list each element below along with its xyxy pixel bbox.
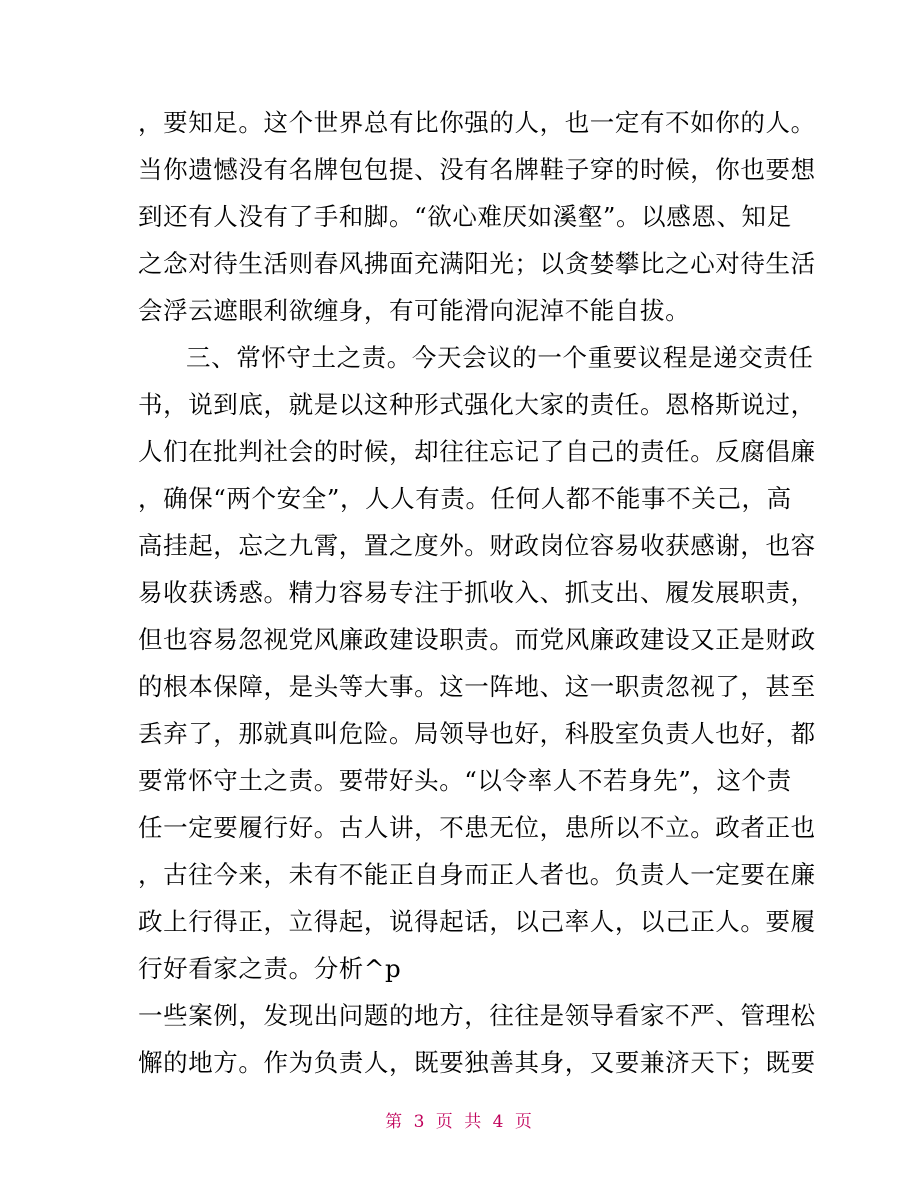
text-line: 政上行得正，立得起，说得起话，以己率人，以己正人。要履: [138, 907, 816, 936]
text-line: 的根本保障，是头等大事。这一阵地、这一职责忽视了，甚至: [138, 672, 816, 701]
text-line: ，确保“两个安全”，人人有责。任何人都不能事不关己，高: [138, 484, 792, 513]
text-line: 任一定要履行好。古人讲，不患无位，患所以不立。政者正也: [138, 813, 816, 842]
text-line: 人们在批判社会的时候，却往往忘记了自己的责任。反腐倡廉: [138, 437, 816, 466]
text-line: ，古往今来，未有不能正自身而正人者也。负责人一定要在廉: [138, 860, 816, 889]
text-line: ，要知足。这个世界总有比你强的人，也一定有不如你的人。: [138, 108, 816, 137]
text-line: 要常怀守土之责。要带好头。“以令率人不若身先”，这个责: [138, 766, 792, 795]
text-line: 但也容易忽视党风廉政建设职责。而党风廉政建设又正是财政: [138, 625, 816, 654]
text-line: 一些案例，发现出问题的地方，往往是领导看家不严、管理松: [138, 1001, 816, 1030]
text-line: 书，说到底，就是以这种形式强化大家的责任。恩格斯说过，: [138, 390, 816, 419]
text-line: 高挂起，忘之九霄，置之度外。财政岗位容易收获感谢，也容: [138, 531, 816, 560]
text-line: 会浮云遮眼利欲缠身，有可能滑向泥淖不能自拔。: [138, 296, 691, 325]
text-line: 之念对待生活则春风拂面充满阳光；以贪婪攀比之心对待生活: [138, 249, 816, 278]
text-line: 到还有人没有了手和脚。“欲心难厌如溪壑”。以感恩、知足: [138, 202, 792, 231]
text-line: 丢弃了，那就真叫危险。局领导也好，科股室负责人也好，都: [138, 719, 816, 748]
text-line: 懈的地方。作为负责人，既要独善其身，又要兼济天下；既要: [138, 1048, 816, 1077]
text-line: 行好看家之责。分析^p: [138, 954, 402, 983]
paragraph-start-line: 三、常怀守土之责。今天会议的一个重要议程是递交责任: [186, 343, 814, 372]
text-line: 易收获诱惑。精力容易专注于抓收入、抓支出、履发展职责，: [138, 578, 816, 607]
page-number-footer: 第 3 页 共 4 页: [385, 1112, 535, 1132]
text-line: 当你遗憾没有名牌包包提、没有名牌鞋子穿的时候，你也要想: [138, 155, 816, 184]
